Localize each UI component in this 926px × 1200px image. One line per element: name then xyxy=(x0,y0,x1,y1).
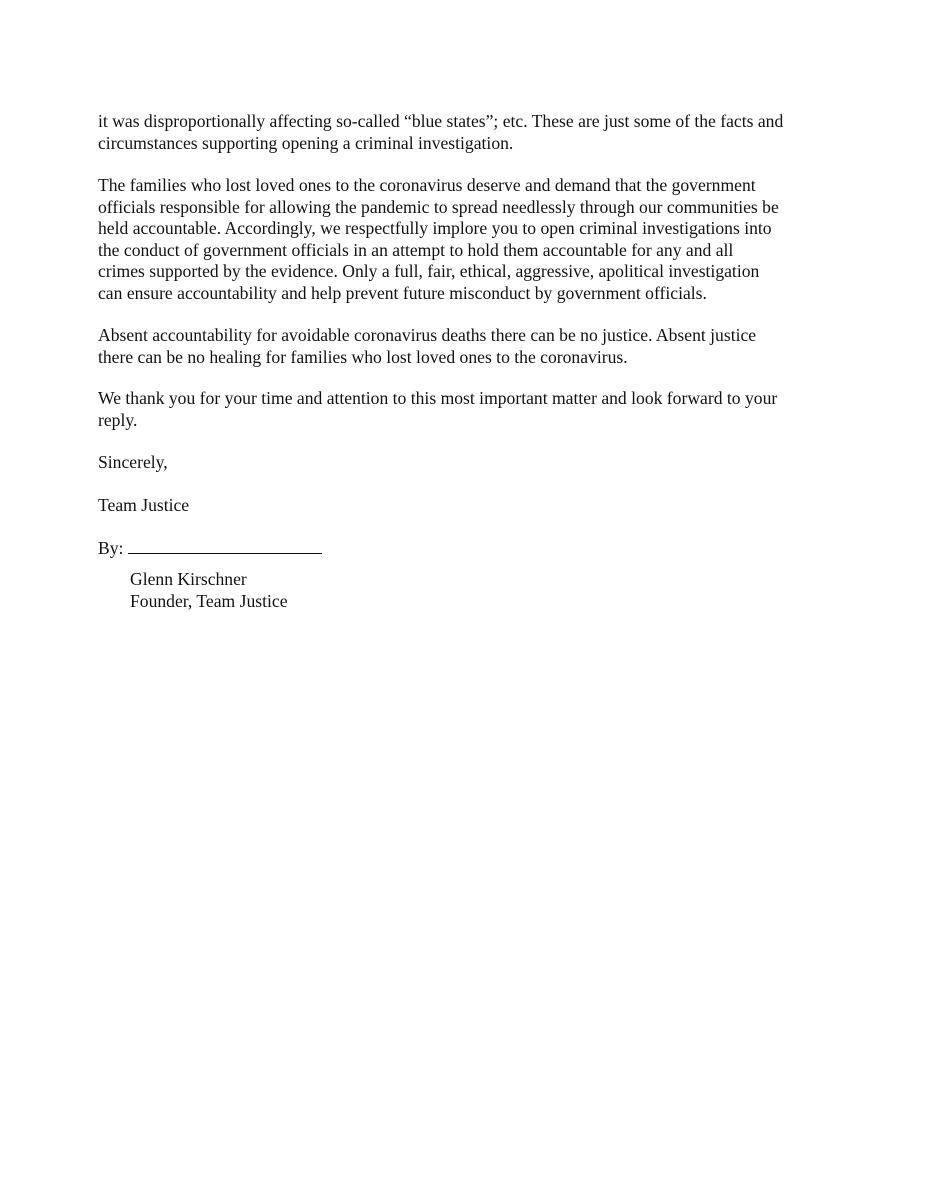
text-line: the conduct of government officials in an attempt to hold them accountable for any and all xyxy=(98,239,734,260)
signature-line xyxy=(98,538,322,560)
paragraph-demand xyxy=(98,175,779,304)
signer-title: Founder, Team Justice xyxy=(130,591,288,611)
text-line: officials responsible for allowing the pandemic to spread needlessly through our communities be xyxy=(98,196,779,217)
text-line: it was disproportionally affecting so-called “blue states”; etc. These are just some of the facts and xyxy=(98,111,784,131)
paragraph-justice xyxy=(98,325,756,368)
text-line: can ensure accountability and help prevent future misconduct by government officials. xyxy=(98,282,707,303)
text-line: crimes supported by the evidence. Only a full, fair, ethical, aggressive, apolitical investigation xyxy=(98,261,760,281)
signature-blank xyxy=(128,539,322,554)
text-line: there can be no healing for families who lost loved ones to the coronavirus. xyxy=(98,346,628,367)
text-line: We thank you for your time and attention to this most important matter and look forward to your xyxy=(98,388,778,408)
paragraph-thanks xyxy=(98,388,777,431)
text-line: The families who lost loved ones to the coronavirus deserve and demand that the government xyxy=(98,175,756,195)
paragraph-facts xyxy=(98,111,783,154)
organization-name: Team Justice xyxy=(98,495,190,515)
text-line: reply. xyxy=(98,409,138,430)
text-line: held accountable. Accordingly, we respectfully implore you to open criminal investigations into xyxy=(98,218,772,238)
closing: Sincerely, xyxy=(98,452,168,472)
by-label: By: xyxy=(98,538,124,558)
text-line: circumstances supporting opening a criminal investigation. xyxy=(98,132,514,153)
signer-block xyxy=(130,568,288,612)
text-line: Absent accountability for avoidable coronavirus deaths there can be no justice. Absent justice xyxy=(98,325,757,345)
signer-name: Glenn Kirschner xyxy=(130,569,247,589)
